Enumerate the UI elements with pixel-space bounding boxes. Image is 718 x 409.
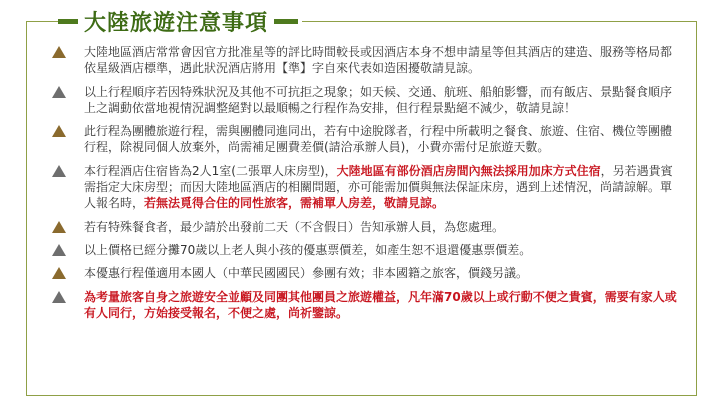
notice-list <box>50 44 678 328</box>
list-item <box>50 265 678 281</box>
page-title: 大陸旅遊注意事項 <box>84 10 269 36</box>
list-item <box>50 84 678 117</box>
title-accent-right <box>274 19 298 24</box>
triangle-brown-icon <box>52 46 66 58</box>
triangle-brown-icon <box>52 125 66 137</box>
list-item-text: 若有特殊餐食者，最少請於出發前二天（不含假日）告知承辦人員，為您處理。 <box>84 219 505 234</box>
list-item <box>50 242 678 258</box>
list-item <box>50 219 678 235</box>
emphasis-text: 大陸地區有部份酒店房間內無法採用加床方式住宿 <box>336 163 601 178</box>
list-item <box>50 44 678 77</box>
emphasis-text: 若無法覓得合住的同性旅客，需補單人房差，敬請見諒。 <box>144 196 445 211</box>
triangle-gray-icon <box>52 86 66 98</box>
list-item <box>50 163 678 212</box>
title-header <box>58 6 302 36</box>
triangle-brown-icon <box>52 267 66 279</box>
triangle-brown-icon <box>52 221 66 233</box>
list-item-text: 本行程酒店住宿皆為2人1室(二張單人床房型)， <box>84 163 337 178</box>
list-item-text: 大陸地區酒店常常會因官方批准星等的評比時間較長或因酒店本身不想申請星等但其酒店的建造、服務等格局都依星級酒店標準，遇此狀況酒店將用【準】字自來代表如造困擾敬請見諒。 <box>84 45 673 76</box>
list-item-text: 以上行程順序若因特殊狀況及其他不可抗拒之現象；如天候、交通、航班、船舶影響，而有飯店、景點餐食順序上之調動依當地視情況調整絕對以最順暢之行程作為安排，但行程景點絕不減少，敬請見諒！ <box>84 84 673 115</box>
list-item-text: 以上價格已經分攤70歲以上老人與小孩的優惠票價差，如產生恕不退還優惠票價差。 <box>84 242 532 257</box>
list-item-text: ，另若遇貴賓需指定大床房型；而因大陸地區酒店的相關問題，亦可能需加價與無法保証床房，遇到上述情況，尚請諒解。單人報名時， <box>84 163 673 211</box>
title-accent-left <box>58 19 78 24</box>
triangle-gray-icon <box>52 291 66 303</box>
list-item-text: 本優惠行程僅適用本國人（中華民國國民）參團有效；非本國籍之旅客，價錢另議。 <box>84 266 529 281</box>
list-item-text: 此行程為團體旅遊行程，需與團體同進同出，若有中途脫隊者，行程中所載明之餐食、旅遊、住宿、機位等團體行程，除視同個人放棄外，尚需補足團費差價(請洽承辦人員)，小費亦需付足旅遊天數。 <box>84 124 673 155</box>
emphasis-text: 為考量旅客自身之旅遊安全並顧及同團其他團員之旅遊權益，凡年滿70歲以上或行動不便之貴賓，需要有家人或有人同行，方始接受報名，不便之處，尚祈鑒諒。 <box>84 289 677 320</box>
triangle-gray-icon <box>52 165 66 177</box>
triangle-gray-icon <box>52 244 66 256</box>
list-item <box>50 289 678 322</box>
list-item <box>50 123 678 156</box>
